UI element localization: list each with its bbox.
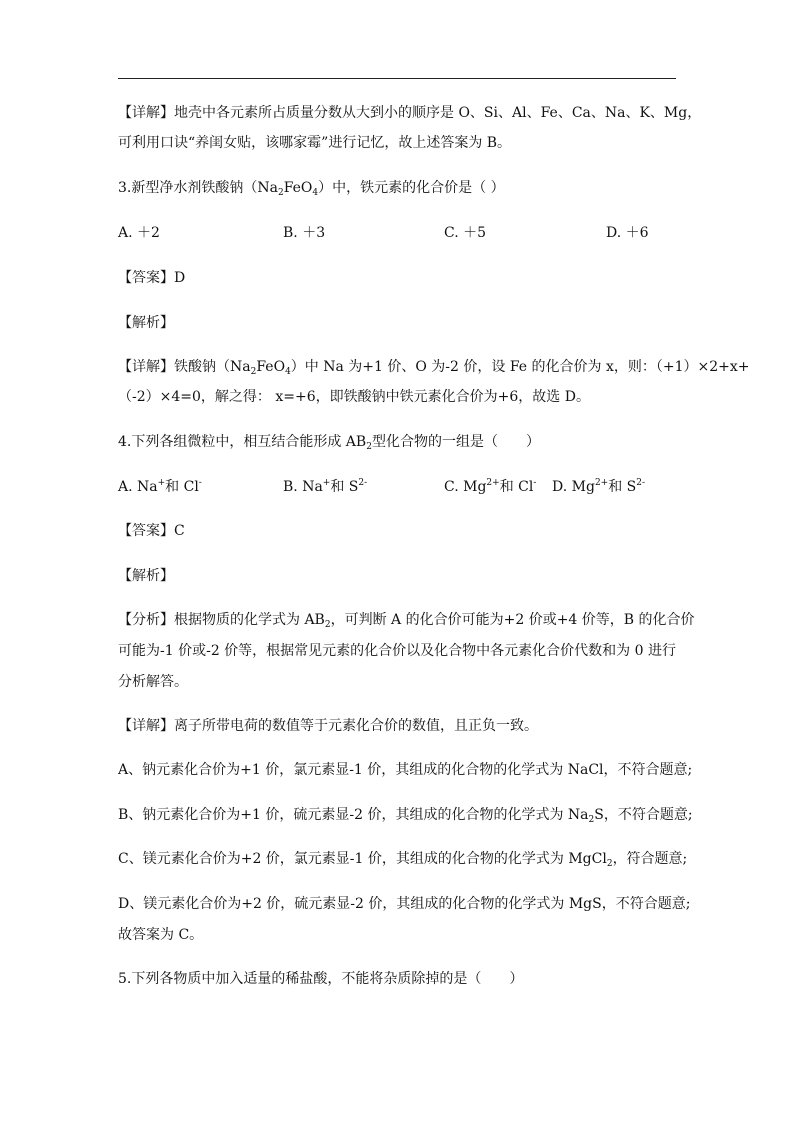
q4-option-b: B. Na+和 $S^{2-}$ (283, 478, 368, 495)
q4-analysis-heading: 【解析】 (118, 568, 174, 584)
q3-option-d: D. ＋6 (606, 225, 649, 241)
header-rule (118, 78, 676, 79)
q4-detail-a: A、钠元素化合价为+1 价，氯元素显-1 价，其组成的化合物的化学式为 NaCl，不符合题意; (118, 762, 693, 778)
q3-detail-line-2: （-2）×4=0，解之得： x=+6，即铁酸钠中铁元素化合价为+6，故选 D。 (118, 389, 590, 405)
q4-analysis-line-3: 分析解答。 (118, 674, 188, 690)
question-4-stem: 4.下列各组微粒中，相互结合能形成 $AB_2$型化合物的一组是（ ） (118, 434, 540, 452)
q3-answer: 【答案】D (118, 270, 186, 286)
question-3-stem: 3.新型净水剂铁酸钠$(Na_2FeO_4)$中，铁元素的化合价是（ ） (118, 180, 505, 198)
q4-option-d: D. $Mg^{2+}$和 $S^{2-}$ (552, 478, 646, 495)
q4-analysis-line-1: 【分析】根据物质的化学式为 $AB_2$，可判断 A 的化合价可能为+2 价或+4 价等，B 的化合价 (118, 612, 695, 630)
q3-option-b: B. ＋3 (283, 225, 326, 241)
q4-detail-intro: 【详解】离子所带电荷的数值等于元素化合价的数值，且正负一致。 (118, 718, 538, 734)
q4-detail-c: C、镁元素化合价为+2 价，氯元素显-1 价，其组成的化合物的化学式为 MgCl$_2$，符合题意; (118, 851, 688, 869)
question-5-stem: 5.下列各物质中加入适量的稀盐酸，不能将杂质除掉的是（ ） (118, 971, 524, 987)
detail-line-1: 【详解】地壳中各元素所占质量分数从大到小的顺序是 O、Si、Al、Fe、Ca、Na、K、Mg， (118, 105, 702, 121)
q3-analysis-heading: 【解析】 (118, 315, 174, 331)
detail-line-2: 可利用口诀“养闺女贴，该哪家霉”进行记忆，故上述答案为 B。 (118, 135, 512, 151)
q4-conclusion: 故答案为 C。 (118, 927, 204, 943)
q3-option-c: C. ＋5 (444, 225, 487, 241)
q4-detail-b: B、钠元素化合价为+1 价，硫元素显-2 价，其组成的化合物的化学式为 $Na_2S$，不符合题意; (118, 807, 693, 825)
q3-detail-line-1: 【详解】铁酸钠$(Na_2FeO_4)$中 Na 为+1 价、O 为-2 价，设 Fe 的化合价为 x，则：（+1）×2+x+ (118, 359, 750, 377)
q4-option-a: A. Na+和 Cl- (118, 478, 202, 495)
q4-answer: 【答案】C (118, 523, 185, 539)
q4-option-c: C. $Mg^{2+}$和 Cl- (444, 478, 537, 495)
q4-analysis-line-2: 可能为-1 价或-2 价等，根据常见元素的化合价以及化合物中各元素化合价代数和为 0 进行 (118, 643, 676, 659)
q3-option-a: A. ＋2 (118, 225, 160, 241)
q4-detail-d: D、镁元素化合价为+2 价，硫元素显-2 价，其组成的化合物的化学式为 MgS，不符合题意; (118, 896, 691, 912)
